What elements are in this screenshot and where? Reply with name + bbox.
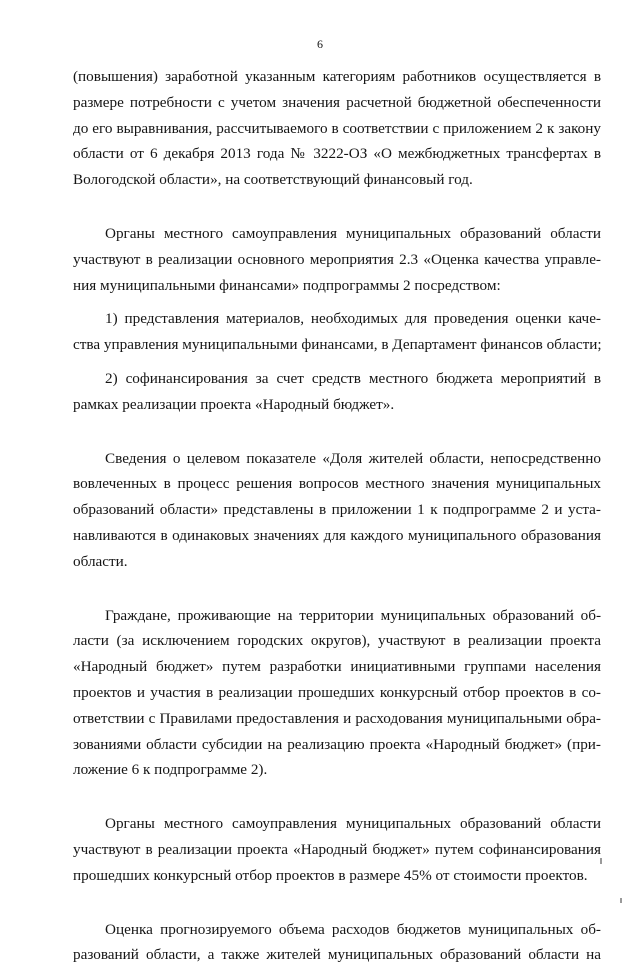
paragraph-citizens-participation	[73, 603, 601, 784]
paragraph-spacing	[73, 358, 601, 366]
text-line: рамках реализации проекта «Народный бюджет».	[73, 395, 395, 413]
text-line: Граждане, проживающие на территории муниципальных образований об-	[105, 606, 601, 624]
text-line: образований области» представлены в приложении 1 к подпрограмме 2 и уста-	[73, 501, 601, 519]
paragraph-spacing	[73, 889, 601, 917]
text-line: ласти (за исключением городских округов), участвуют в реализации проекта	[73, 632, 601, 650]
list-item-2	[73, 366, 601, 418]
paragraph-spacing	[73, 418, 601, 446]
paragraph-spacing	[73, 575, 601, 603]
scan-mark	[600, 858, 602, 864]
scan-mark	[620, 898, 622, 903]
text-line: навливаются в одинаковых значениях для каждого муниципального образования	[73, 526, 601, 544]
text-line: размере потребности с учетом значения расчетной бюджетной обеспеченности	[73, 93, 601, 111]
text-line: области.	[73, 552, 128, 570]
text-line: участвуют в реализации проекта «Народный бюджет» путем софинансирования	[73, 840, 601, 858]
page-number: 6	[317, 37, 323, 51]
text-line: Органы местного самоуправления муниципальных образований области	[105, 224, 601, 242]
text-line: Вологодской области», на соответствующий финансовый год.	[73, 171, 473, 189]
text-line: 2) софинансирования за счет средств местного бюджета мероприятий в	[105, 369, 601, 387]
text-line: вовлеченных в процесс решения вопросов местного значения муниципальных	[73, 475, 601, 493]
text-line: области от 6 декабря 2013 года № 3222-ОЗ «О межбюджетных трансфертах в	[73, 145, 601, 163]
text-line: (повышения) заработной указанным категориям работников осуществляется в	[73, 68, 601, 85]
text-line: Органы местного самоуправления муниципальных образований области	[105, 815, 601, 833]
paragraph-cofinancing	[73, 811, 601, 888]
text-line: Сведения о целевом показателе «Доля жителей области, непосредственно	[105, 449, 601, 467]
text-line: разований области, а также жителей муниципальных образований области на	[73, 946, 601, 964]
text-line: ложение 6 к подпрограмме 2).	[73, 761, 268, 779]
paragraph-spacing	[73, 783, 601, 811]
paragraph-spacing	[73, 298, 601, 306]
text-line: ства управления муниципальными финансами, в Департамент финансов области;	[73, 336, 602, 354]
text-line: зованиями области субсидии на реализацию проекта «Народный бюджет» (при-	[73, 735, 601, 753]
text-line: прошедших конкурсный отбор проектов в размере 45% от стоимости проектов.	[73, 866, 588, 884]
text-line: ответствии с Правилами предоставления и расходования муниципальными обра-	[73, 709, 601, 727]
text-line: Оценка прогнозируемого объема расходов бюджетов муниципальных об-	[105, 920, 601, 938]
paragraph-target-indicator	[73, 446, 601, 575]
paragraph-expense-estimate	[73, 917, 601, 968]
text-line: «Народный бюджет» путем разработки инициативными группами населения	[73, 658, 601, 676]
paragraph-spacing	[73, 193, 601, 221]
text-line: ния муниципальными финансами» подпрограммы 2 посредством:	[73, 276, 501, 294]
paragraph-activity-2-3	[73, 221, 601, 298]
text-line: проектов и участия в реализации прошедших конкурсный отбор проектов в со-	[73, 683, 601, 701]
paragraph-salary-funding	[73, 64, 601, 193]
text-line: 1) представления материалов, необходимых для проведения оценки каче-	[105, 310, 601, 328]
text-line: до его выравнивания, рассчитываемого в соответствии с приложением 2 к закону	[73, 119, 601, 137]
text-line: участвуют в реализации основного мероприятия 2.3 «Оценка качества управле-	[73, 250, 601, 268]
document-body	[73, 64, 601, 968]
list-item-1	[73, 306, 601, 358]
